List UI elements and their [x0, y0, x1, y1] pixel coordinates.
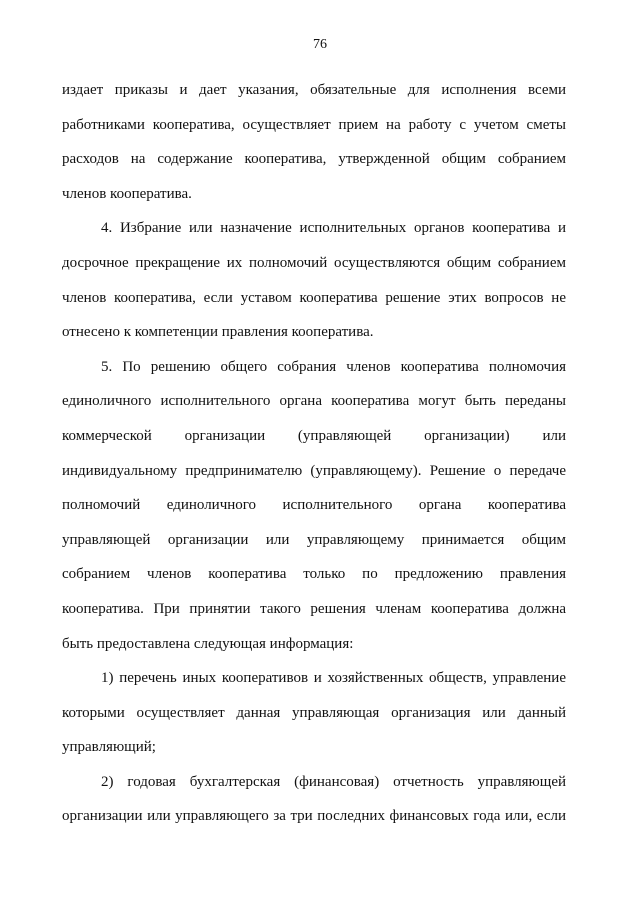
paragraph-item-5 [62, 355, 566, 666]
text-line: досрочное прекращение их полномочий осуществляются общим собранием [62, 254, 566, 271]
body-text [62, 78, 566, 839]
text-line: единоличного исполнительного органа кооператива могут быть переданы [62, 393, 566, 410]
text-line: управляющий; [62, 739, 156, 756]
text-line: членов кооператива. [62, 185, 192, 202]
text-line: организации или управляющего за три последних финансовых года или, если [62, 808, 566, 825]
text-line: коммерческой организации (управляющей организации) или [62, 427, 566, 444]
text-line: индивидуальному предпринимателю (управляющему). Решение о передаче [62, 462, 566, 479]
paragraph-subitem-1 [62, 666, 566, 770]
text-line: 1) перечень иных кооперативов и хозяйственных обществ, управление [101, 670, 566, 687]
text-line: собранием членов кооператива только по предложению правления [62, 566, 566, 583]
text-line: отнесено к компетенции правления кооператива. [62, 324, 374, 341]
text-line: работниками кооператива, осуществляет прием на работу с учетом сметы [62, 116, 566, 133]
text-line: 2) годовая бухгалтерская (финансовая) отчетность управляющей [101, 773, 566, 790]
text-line: расходов на содержание кооператива, утвержденной общим собранием [62, 151, 566, 168]
page-number: 76 [313, 37, 327, 52]
paragraph-subitem-2 [62, 770, 566, 839]
text-line: кооператива. При принятии такого решения членам кооператива должна [62, 600, 566, 617]
text-line: 4. Избрание или назначение исполнительных органов кооператива и [101, 220, 566, 237]
text-line: членов кооператива, если уставом кооператива решение этих вопросов не [62, 289, 566, 306]
text-line: полномочий единоличного исполнительного органа кооператива [62, 497, 566, 514]
paragraph-continuation [62, 78, 566, 216]
text-line: которыми осуществляет данная управляющая организация или данный [62, 704, 566, 721]
text-line: 5. По решению общего собрания членов кооператива полномочия [101, 358, 566, 375]
text-line: быть предоставлена следующая информация: [62, 635, 354, 652]
text-line: издает приказы и дает указания, обязательные для исполнения всеми [62, 82, 566, 98]
text-line: управляющей организации или управляющему принимается общим [62, 531, 566, 548]
paragraph-item-4 [62, 216, 566, 354]
